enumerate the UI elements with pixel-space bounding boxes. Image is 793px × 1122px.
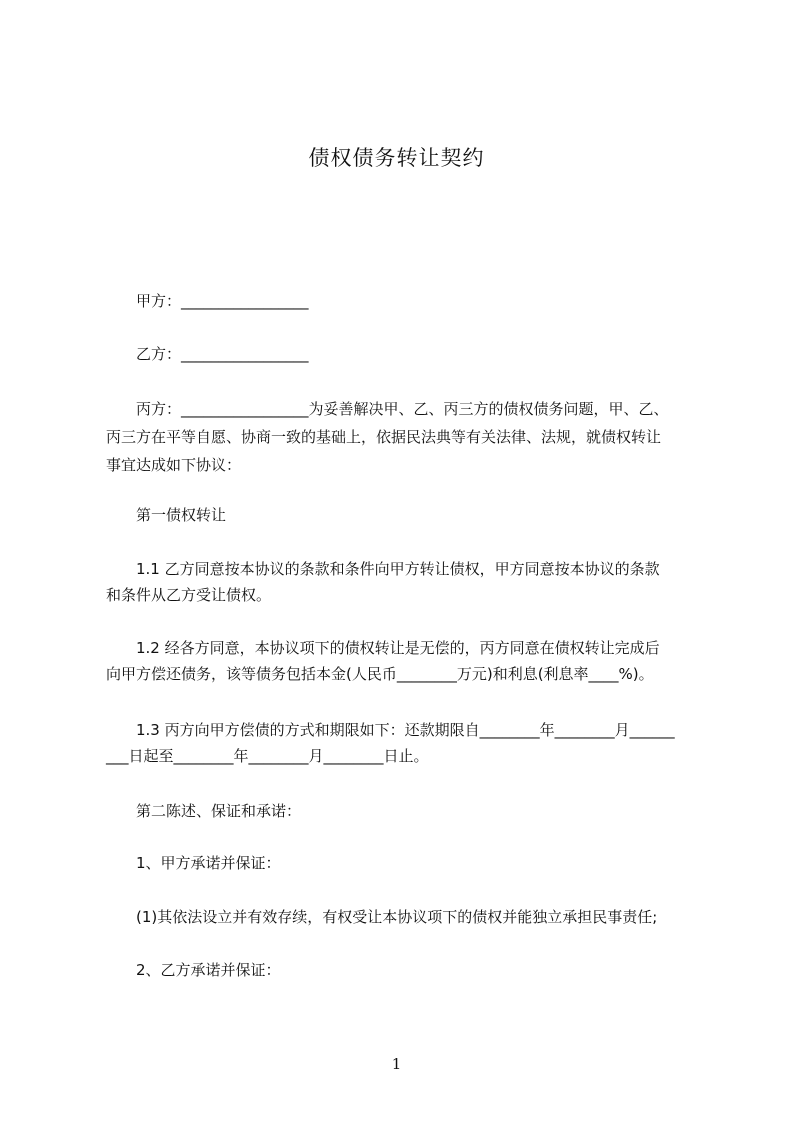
intro-line-2: 丙三方在平等自愿、协商一致的基础上，依据民法典等有关法律、法规，就债权转让 (106, 428, 662, 446)
party-a-undertaking-heading: 1、甲方承诺并保证： (136, 854, 281, 872)
section-2-heading: 第二陈述、保证和承诺： (136, 802, 302, 820)
document-title: 债权债务转让契约 (308, 146, 485, 170)
party-a-undertaking-item-1: (1)其依法设立并有效存续，有权受让本协议项下的债权并能独立承担民事责任; (136, 908, 658, 926)
page-number: 1 (391, 1055, 402, 1073)
party-a-line: 甲方：_________________ (136, 292, 309, 310)
clause-1-3-line-1: 1.3 丙方向甲方偿债的方式和期限如下：还款期限自________年________月______ (136, 721, 675, 739)
party-b-line: 乙方：_________________ (136, 345, 309, 363)
party-c-line: 丙方：_________________为妥善解决甲、乙、丙三方的债权债务问题，甲、乙、 (136, 400, 669, 418)
clause-1-1-line-2: 和条件从乙方受让债权。 (106, 586, 272, 604)
clause-1-2-line-2: 向甲方偿还债务，该等债务包括本金(人民币________万元)和利息(利息率____%)。 (106, 665, 654, 683)
clause-1-2-line-1: 1.2 经各方同意，本协议项下的债权转让是无偿的，丙方同意在债权转让完成后 (136, 639, 660, 657)
party-b-undertaking-heading: 2、乙方承诺并保证： (136, 961, 281, 979)
intro-line-3: 事宜达成如下协议： (106, 456, 242, 474)
clause-1-1-line-1: 1.1 乙方同意按本协议的条款和条件向甲方转让债权，甲方同意按本协议的条款 (136, 560, 660, 578)
section-1-heading: 第一债权转让 (136, 506, 227, 524)
clause-1-3-line-2: ___日起至________年________月________日止。 (106, 747, 429, 765)
